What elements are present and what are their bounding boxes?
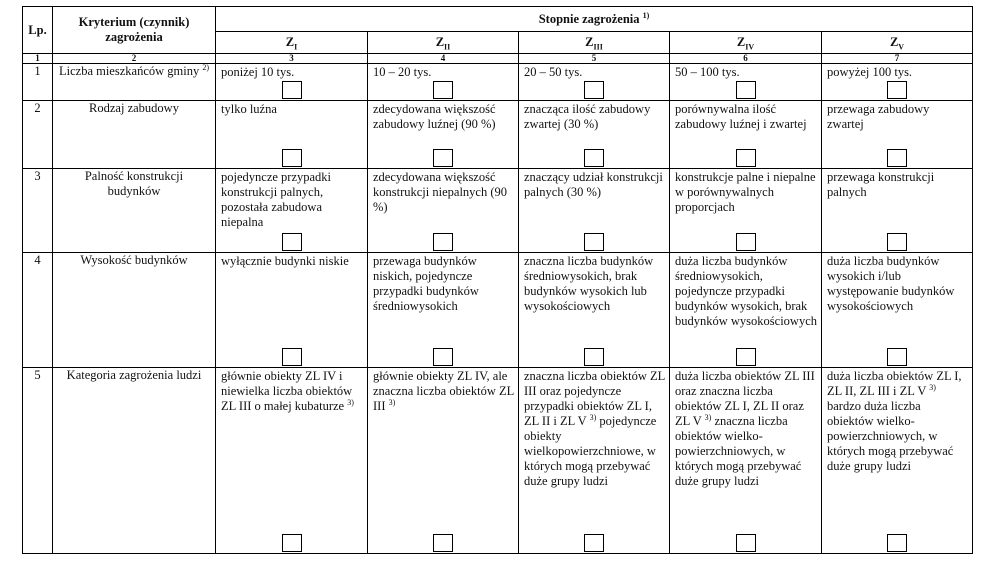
table-row (23, 368, 973, 554)
selection-checkbox[interactable] (584, 149, 604, 167)
row-number: 2 (23, 101, 53, 169)
criterion-cell (53, 169, 216, 253)
level-main: Z (736, 35, 746, 49)
selection-checkbox[interactable] (736, 233, 756, 251)
footnote-ref: 3) (388, 397, 396, 407)
level-cell (822, 253, 973, 368)
level-cell (822, 101, 973, 169)
level-cell (519, 253, 670, 368)
level-sub: V (898, 42, 905, 52)
selection-checkbox[interactable] (433, 348, 453, 366)
level-cell (822, 64, 973, 101)
level-description: zdecydowana większość konstrukcji niepalnych (90 %) (373, 170, 507, 214)
criterion-cell (53, 64, 216, 101)
selection-checkbox[interactable] (887, 534, 907, 552)
level-description: poniżej 10 tys. (221, 65, 295, 79)
criterion-text: Palność konstrukcji budynków (84, 169, 184, 198)
selection-checkbox[interactable] (282, 534, 302, 552)
level-cell (216, 101, 368, 169)
header-criterion: Kryterium (czynnik) zagrożenia (53, 7, 216, 54)
level-description: tylko luźna (221, 102, 277, 116)
selection-checkbox[interactable] (736, 81, 756, 99)
level-header (519, 32, 670, 54)
selection-checkbox[interactable] (282, 233, 302, 251)
criterion-text: Wysokość budynków (80, 253, 188, 267)
level-sub: I (294, 42, 298, 52)
level-cell (368, 64, 519, 101)
criterion-cell (53, 101, 216, 169)
column-number: 6 (670, 54, 822, 64)
footnote-ref: 3) (929, 382, 936, 392)
level-description: powyżej 100 tys. (827, 65, 913, 79)
selection-checkbox[interactable] (584, 233, 604, 251)
level-description: duża liczba budynków wysokich i/lub występowanie budynków wysokościowych (827, 254, 955, 313)
table-row (23, 253, 973, 368)
level-sub: III (593, 42, 603, 52)
level-cell (216, 253, 368, 368)
level-cell (670, 64, 822, 101)
level-cell (670, 253, 822, 368)
selection-checkbox[interactable] (282, 149, 302, 167)
selection-checkbox[interactable] (584, 81, 604, 99)
selection-checkbox[interactable] (887, 149, 907, 167)
column-number: 3 (216, 54, 368, 64)
level-description: głównie obiekty ZL IV, ale znaczna liczba obiektów ZL III (373, 369, 514, 413)
level-description: 10 – 20 tys. (373, 65, 432, 79)
level-description: przewaga zabudowy zwartej (827, 102, 930, 131)
level-sub: II (444, 42, 451, 52)
criterion-cell (53, 253, 216, 368)
selection-checkbox[interactable] (433, 81, 453, 99)
level-description: konstrukcje palne i niepalne w porównywalnych proporcjach (675, 170, 816, 214)
selection-checkbox[interactable] (282, 81, 302, 99)
criterion-cell (53, 368, 216, 554)
level-description: porównywalna ilość zabudowy luźnej i zwartej (675, 102, 807, 131)
column-number: 2 (53, 54, 216, 64)
row-number: 4 (23, 253, 53, 368)
level-description: pojedyncze przypadki konstrukcji palnych, pozostała zabudowa niepalna (221, 170, 332, 229)
level-description: duża liczba budynków średniowysokich, pojedyncze przypadki budynków wysokich, brak budynków wysokościowych (675, 254, 818, 328)
selection-checkbox[interactable] (736, 149, 756, 167)
level-description: duża liczba obiektów ZL III oraz znaczna liczba obiektów ZL I, ZL II oraz ZL V (675, 369, 815, 428)
level-sub: IV (745, 42, 755, 52)
row-number: 5 (23, 368, 53, 554)
level-cell (822, 169, 973, 253)
header-degrees-label: Stopnie zagrożenia (538, 11, 640, 26)
selection-checkbox[interactable] (433, 149, 453, 167)
hazard-criteria-table (22, 6, 973, 554)
level-description: przewaga konstrukcji palnych (827, 170, 935, 199)
level-cell (519, 368, 670, 554)
criterion-text: Kategoria zagrożenia ludzi (66, 368, 202, 382)
level-header (670, 32, 822, 54)
column-number: 5 (519, 54, 670, 64)
level-description-continued: pojedyncze obiekty wielkopowierzchniowe, w których mogą przebywać duże grupy ludzi (524, 414, 657, 488)
level-header (216, 32, 368, 54)
level-cell (670, 169, 822, 253)
level-header (368, 32, 519, 54)
level-cell (216, 64, 368, 101)
level-main: Z (585, 35, 594, 49)
level-cell (216, 169, 368, 253)
level-description: znacząca ilość zabudowy zwartej (30 %) (524, 102, 651, 131)
header-degrees (216, 7, 973, 32)
level-main: Z (889, 35, 899, 49)
selection-checkbox[interactable] (282, 348, 302, 366)
header-lp: Lp. (23, 7, 53, 54)
level-cell (822, 368, 973, 554)
level-description: zdecydowana większość zabudowy luźnej (90 %) (373, 102, 496, 131)
selection-checkbox[interactable] (887, 81, 907, 99)
selection-checkbox[interactable] (887, 348, 907, 366)
criterion-text: Liczba mieszkańców gminy (58, 64, 200, 78)
selection-checkbox[interactable] (584, 534, 604, 552)
table-row (23, 169, 973, 253)
selection-checkbox[interactable] (887, 233, 907, 251)
level-description: przewaga budynków niskich, pojedyncze przypadki budynków średniowysokich (373, 254, 479, 313)
level-header (822, 32, 973, 54)
level-description: duża liczba obiektów ZL I, ZL II, ZL III i ZL V (827, 369, 962, 398)
header-degrees-footnote: 1) (642, 10, 650, 20)
level-description-continued: bardzo duża liczba obiektów wielko-powierzchniowych, w których mogą przebywać duże grupy ludzi (827, 399, 954, 473)
level-cell (368, 368, 519, 554)
level-cell (519, 169, 670, 253)
level-description: wyłącznie budynki niskie (221, 254, 349, 268)
level-main: Z (285, 35, 295, 49)
selection-checkbox[interactable] (736, 534, 756, 552)
column-number: 4 (368, 54, 519, 64)
level-cell (216, 368, 368, 554)
footnote-ref: 2) (202, 62, 210, 72)
level-cell (670, 368, 822, 554)
footnote-ref: 3) (347, 397, 354, 407)
selection-checkbox[interactable] (584, 348, 604, 366)
level-cell (670, 101, 822, 169)
level-description: znaczna liczba budynków średniowysokich, brak budynków wysokich lub wysokościowych (524, 254, 654, 313)
column-number: 1 (23, 54, 53, 64)
table-row (23, 101, 973, 169)
level-description: 20 – 50 tys. (524, 65, 583, 79)
criterion-text: Rodzaj zabudowy (89, 101, 179, 115)
level-description: głównie obiekty ZL IV i niewielka liczba obiektów ZL III o małej kubaturze (221, 369, 353, 413)
footnote-ref: 3) (704, 412, 712, 422)
level-cell (368, 253, 519, 368)
table-row (23, 64, 973, 101)
column-number: 7 (822, 54, 973, 64)
level-description: 50 – 100 tys. (675, 65, 740, 79)
level-cell (368, 101, 519, 169)
level-description-continued: znaczna liczba obiektów wielko-powierzchniowych, w których mogą przebywać duże grupy ludzi (675, 414, 802, 488)
row-number: 3 (23, 169, 53, 253)
level-cell (519, 64, 670, 101)
row-number: 1 (23, 64, 53, 101)
level-description: znaczna liczba obiektów ZL III oraz pojedyncze przypadki obiektów ZL I, ZL II i ZL V (524, 369, 665, 428)
level-main: Z (435, 35, 445, 49)
level-cell (519, 101, 670, 169)
footnote-ref: 3) (589, 412, 597, 422)
level-cell (368, 169, 519, 253)
selection-checkbox[interactable] (433, 233, 453, 251)
selection-checkbox[interactable] (736, 348, 756, 366)
selection-checkbox[interactable] (433, 534, 453, 552)
level-description: znaczący udział konstrukcji palnych (30 %) (524, 170, 663, 199)
